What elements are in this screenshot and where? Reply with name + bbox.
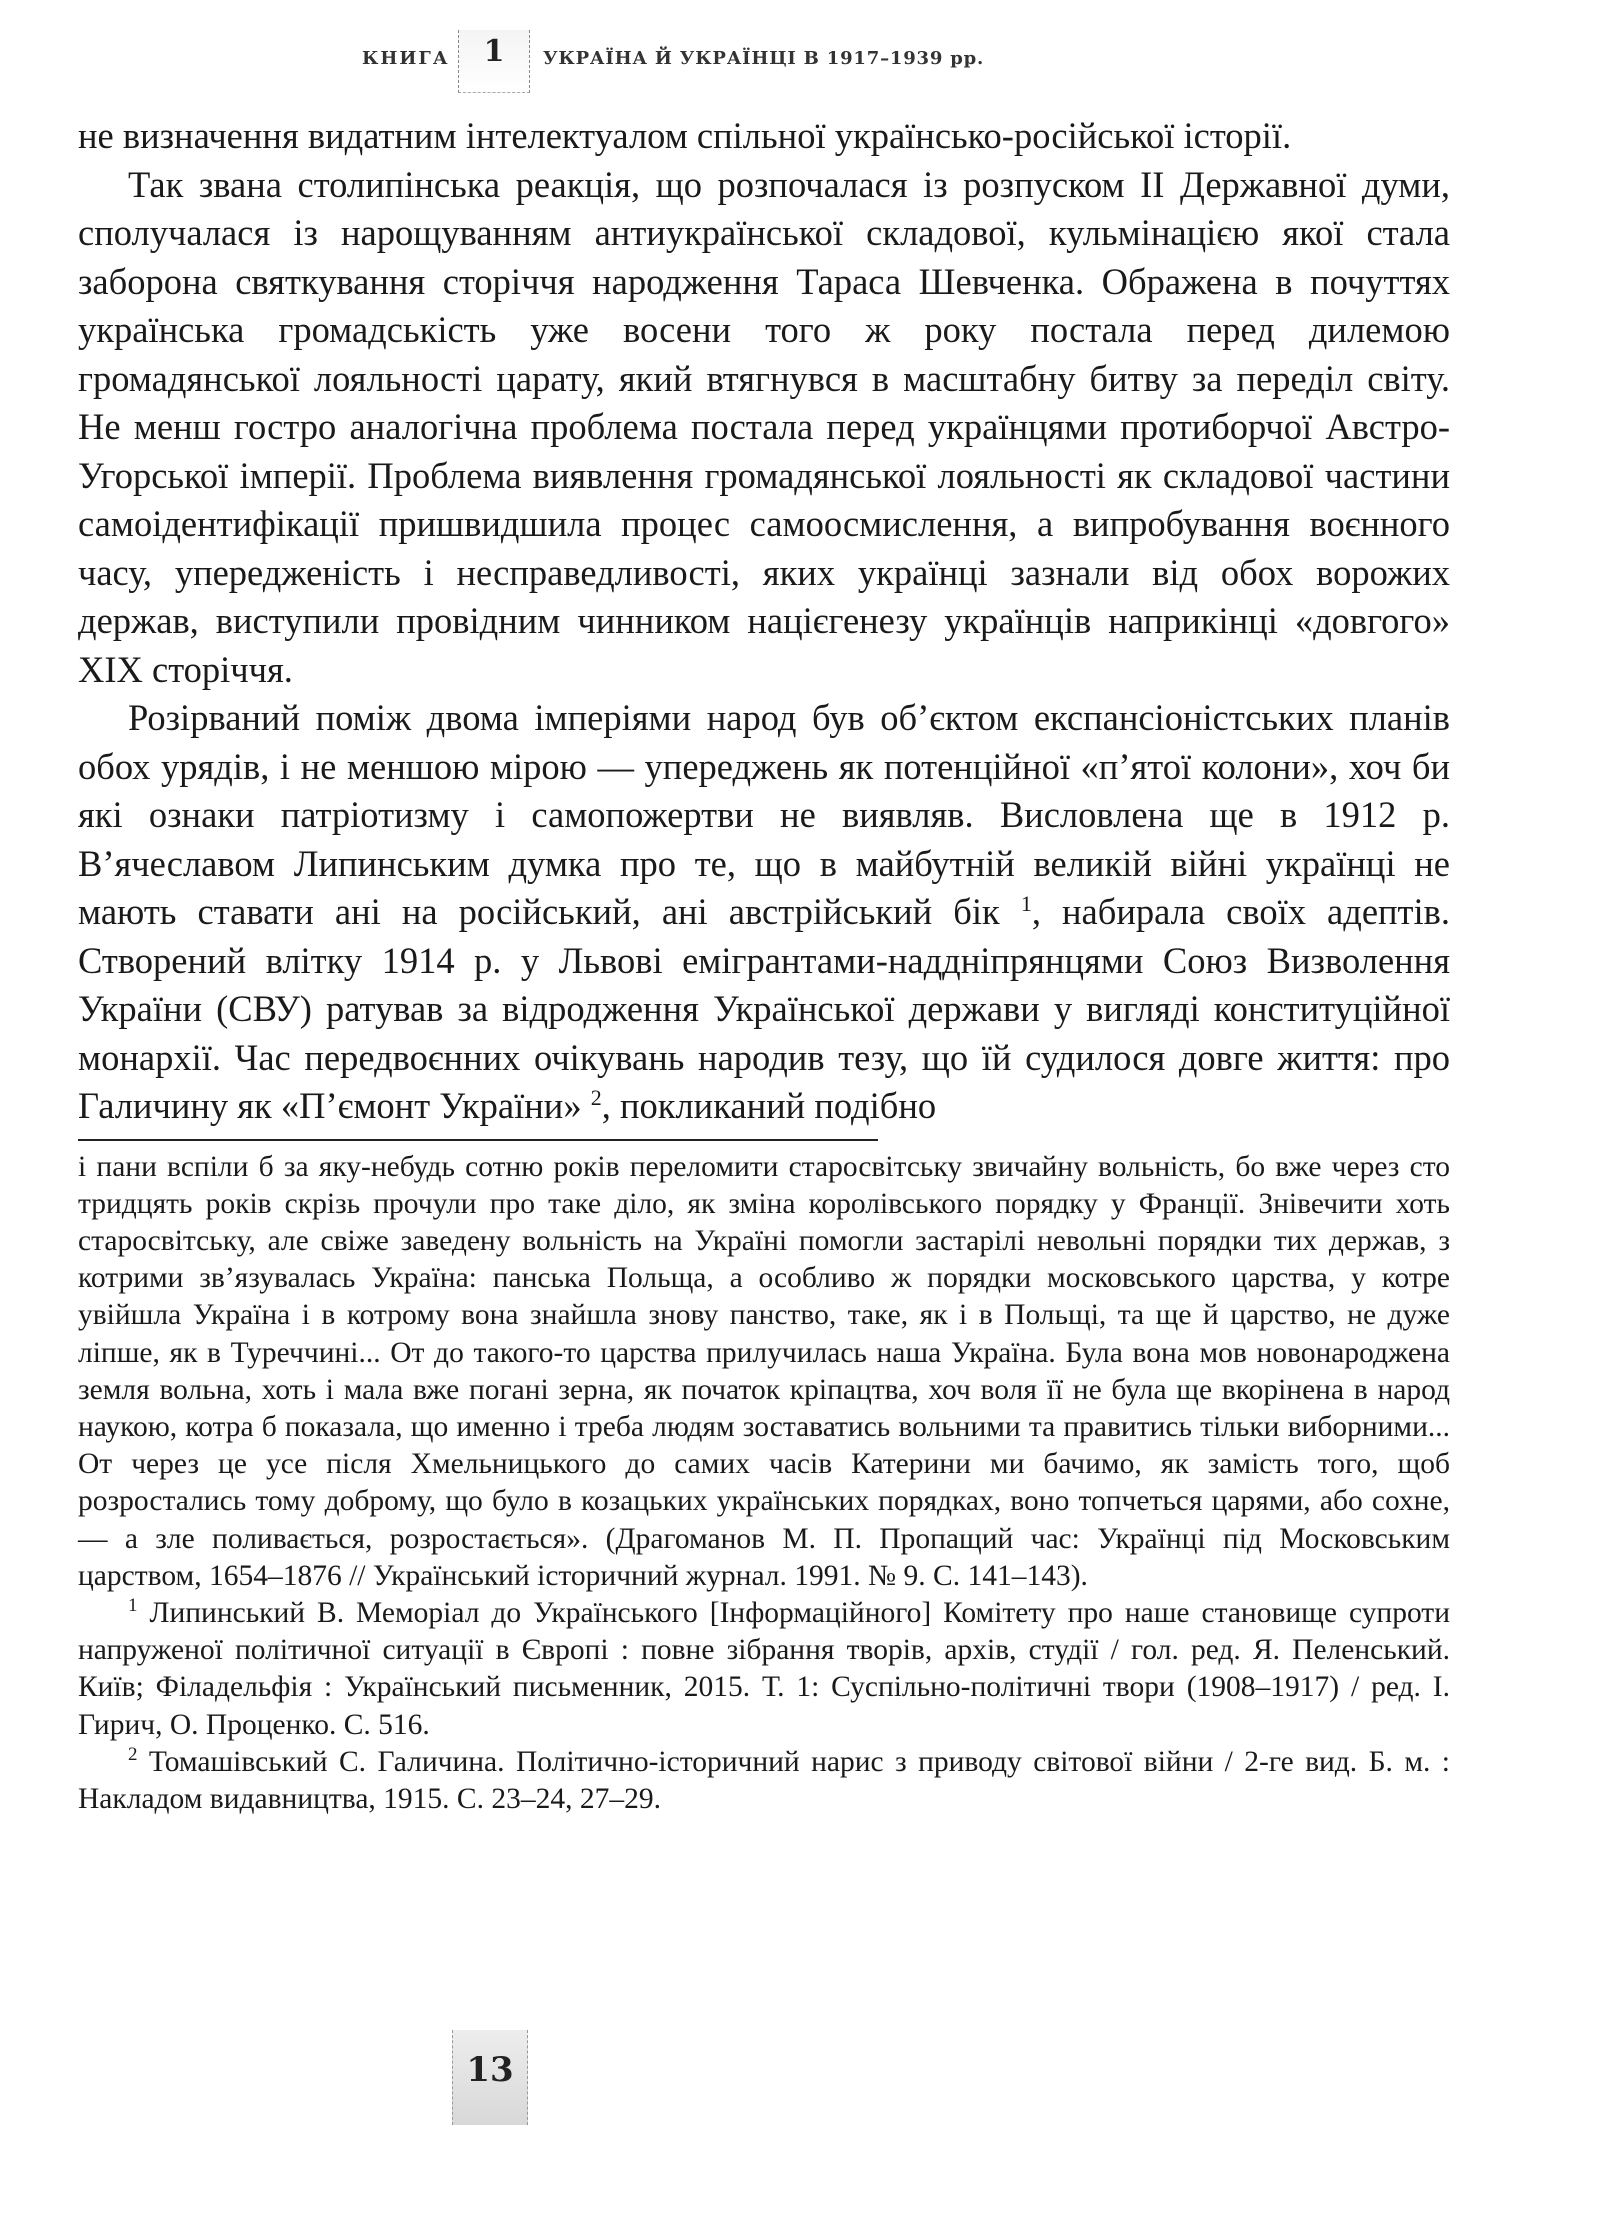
footnote-2 [78,1744,1450,1818]
footnote-divider [78,1139,878,1141]
footnote-1-number: 1 [128,1595,138,1617]
book-title: УКРАЇНА Й УКРАЇНЦІ В 1917–1939 рр. [543,48,985,69]
paragraph-3-part-a: Розірваний поміж двома імперіями народ був об’єктом експансіоністських планів обох урядів, і не меншою мірою — упереджень як потенційної «п’ятої колони», хоч би які ознаки патріотизму і самопожертви не виявляв. Висловлена ще в 1912 р. В’ячеславом Липинським думка про те, що в майбутній великій війні українці не мають ставати ані на російський, ані австрійський бік [78,697,1450,932]
running-header [0,30,1614,100]
paragraph-2: Так звана столипінська реакція, що розпочалася із розпуском II Державної думи, сполучалася із нарощуванням антиукраїнської складової, кульмінацією якої стала заборона святкування сторіччя народження Тараса Шевченка. Ображена в почуттях українська громадськість уже восени того ж року постала перед дилемою громадянської лояльності царату, який втягнувся в масштабну битву за переділ світу. Не менш гостро аналогічна проблема постала перед українцями протиборчої Австро-Угорської імперії. Проблема виявлення громадянської лояльності як складової частини самоідентифікації пришвидшила процес самоосмислення, а випробування воєнного часу, упередженість і несправедливості, яких українці зазнали від обох ворожих держав, виступили провідним чинником націєгенезу українців наприкінці «довгого» XIX сторіччя. [78,163,1450,690]
volume-number: 1 [483,34,505,69]
paragraph-3-part-b: , набирала своїх адептів. Створений влітку 1914 р. у Львові емігрантами-наддніпрянцями Союз Визволення України (СВУ) ратував за відродження Української держави у вигляді конституційної монархії. Час передвоєнних очікувань народив тезу, що їй судилося довге життя: про Галичину як «П’ємонт України» [78,891,1451,1126]
footnote-ref-1[interactable]: 1 [1020,890,1032,916]
body-text [78,112,1450,1131]
footnotes [78,1149,1450,1819]
paragraph-3-part-c: , покликаний подібно [601,1085,937,1126]
page-number: 13 [466,2050,514,2090]
book-label: КНИГА [362,48,450,69]
footnote-1 [78,1595,1450,1744]
volume-box [458,30,530,93]
footnote-2-number: 2 [128,1743,138,1765]
footnote-1-text: Липинський В. Меморіал до Українського [Інформаційного] Комітету про наше становище супроти напруженої політичної ситуації в Європі : повне зібрання творів, архів, студії / гол. ред. Я. Пеленський. Київ; Філадельфія : Український письменник, 2015. Т. 1: Суспільно-політичні твори (1908–1917) / ред. І. Гирич, О. Проценко. С. 516. [78,1596,1450,1741]
paragraph-3 [78,694,1450,1131]
footnote-2-text: Томашівський С. Галичина. Політично-історичний нарис з приводу світової війни / 2-ге вид. Б. м. : Накладом видавництва, 1915. С. 23–24, 27–29. [78,1745,1450,1815]
paragraph-1: не визначення видатним інтелектуалом спільної українсько-російської історії. [78,115,1292,156]
footnote-ref-2[interactable]: 2 [590,1084,602,1110]
footnote-continuation: і пани вспіли б за яку-небудь сотню років переломити старосвітську звичайну вольність, бо вже через сто тридцять років скрізь прочули про таке діло, як зміна королівського порядку у Франції. Знівечити хоть старосвітську, але свіже заведену вольність на Україні помогли застарілі невольні порядки тих держав, з котрими зв’язувалась Україна: панська Польща, а особливо ж порядки московського царства, у котре увійшла Україна і в котрому вона знайшла знову панство, таке, як і в Польщі, та ще й царство, не дуже ліпше, як в Туреччині... От до такого-то царства прилучилась наша Україна. Була вона мов новонароджена земля вольна, хоть і мала вже погані зерна, як початок кріпацтва, хоч воля її не була ще вкорінена в народ наукою, котра б показала, що именно і треба людям зоставатись вольними та правитись тільки виборними... От через це усе після Хмельницького до самих часів Катерини ми бачимо, як замість того, щоб розростались тому доброму, що було в козацьких українських порядках, воно топчеться царями, або сохне, — а зле поливається, розростається». (Драгоманов М. П. Пропащий час: Українці під Московським царством, 1654–1876 // Український історичний журнал. 1991. № 9. С. 141–143). [78,1150,1450,1592]
text-column [78,112,1450,1818]
page-number-tab [452,2030,528,2125]
